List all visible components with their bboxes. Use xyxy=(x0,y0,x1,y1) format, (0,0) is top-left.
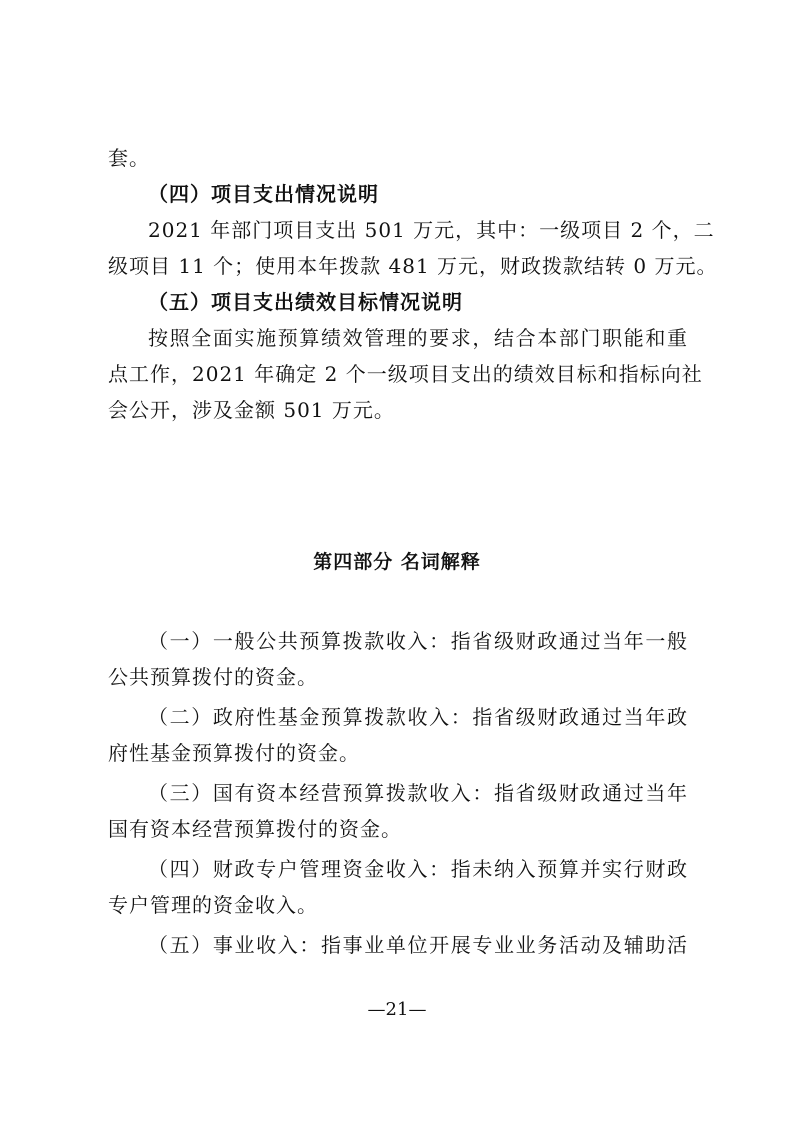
subsection-4-title: （四）项目支出情况说明 xyxy=(148,182,379,206)
term-3-line-1: （三）国有资本经营预算拨款收入：指省级财政通过当年 xyxy=(148,781,688,805)
term-1-line-1: （一）一般公共预算拨款收入：指省级财政通过当年一般 xyxy=(148,629,688,653)
subsection-4-text-line-2: 级项目 11 个；使用本年拨款 481 万元，财政拨款结转 0 万元。 xyxy=(108,254,718,278)
subsection-5-text-line-2: 点工作，2021 年确定 2 个一级项目支出的绩效目标和指标向社 xyxy=(108,362,703,386)
term-3-line-2: 国有资本经营预算拨付的资金。 xyxy=(108,817,402,841)
subsection-5-text-line-3: 会公开，涉及金额 501 万元。 xyxy=(108,398,395,422)
section-4-title: 第四部分 名词解释 xyxy=(313,551,481,573)
carryover-line: 套。 xyxy=(108,146,150,170)
subsection-4-text-line-1: 2021 年部门项目支出 501 万元，其中：一级项目 2 个，二 xyxy=(148,218,715,242)
page-number: —21— xyxy=(367,999,427,1020)
term-4-line-2: 专户管理的资金收入。 xyxy=(108,893,318,917)
term-1-line-2: 公共预算拨付的资金。 xyxy=(108,665,318,689)
subsection-5-text-line-1: 按照全面实施预算绩效管理的要求，结合本部门职能和重 xyxy=(148,326,688,350)
term-2-line-1: （二）政府性基金预算拨款收入：指省级财政通过当年政 xyxy=(148,705,688,729)
term-4-line-1: （四）财政专户管理资金收入：指未纳入预算并实行财政 xyxy=(148,857,688,881)
term-2-line-2: 府性基金预算拨付的资金。 xyxy=(108,741,360,765)
term-5-line-1: （五）事业收入：指事业单位开展专业业务活动及辅助活 xyxy=(148,933,688,957)
subsection-5-title: （五）项目支出绩效目标情况说明 xyxy=(148,290,463,314)
